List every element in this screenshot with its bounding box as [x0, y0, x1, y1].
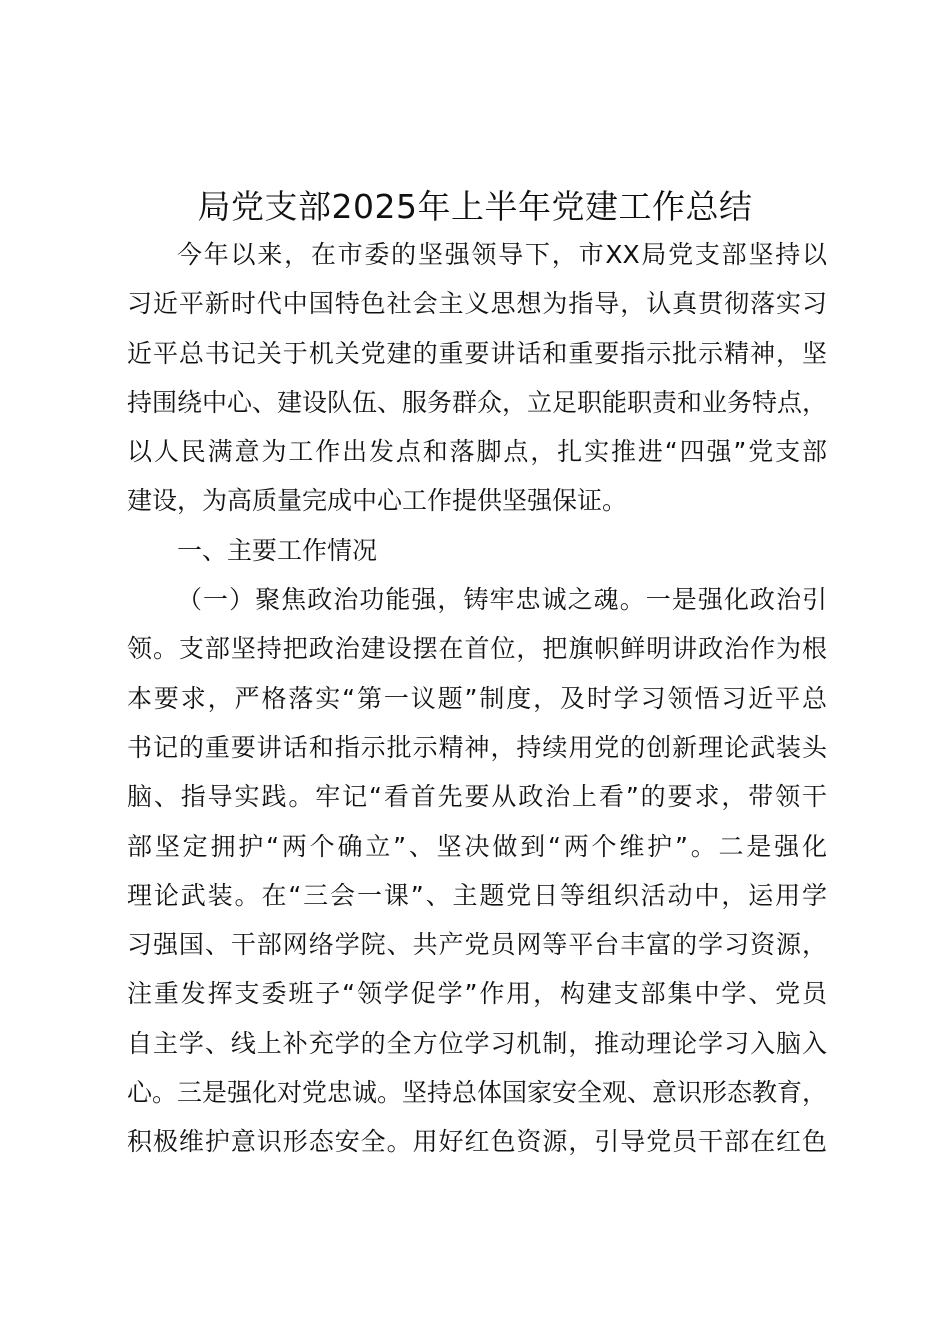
paragraph-line: 建设，为高质量完成中心工作提供坚强保证。	[127, 486, 628, 516]
paragraph-line: 理论武装。在“三会一课”、主题党日等组织活动中，运用学	[127, 880, 827, 910]
paragraph-line: 习强国、干部网络学院、共产党员网等平台丰富的学习资源，	[127, 930, 827, 960]
paragraph-line: 本要求，严格落实“第一议题”制度，及时学习领悟习近平总	[127, 683, 827, 713]
paragraph-line: 以人民满意为工作出发点和落脚点，扎实推进“四强”党支部	[127, 437, 827, 467]
paragraph-line: 领。支部坚持把政治建设摆在首位，把旗帜鲜明讲政治作为根	[127, 634, 827, 664]
paragraph-line: 持围绕中心、建设队伍、服务群众，立足职能职责和业务特点，	[127, 387, 828, 417]
section-heading: 一、主要工作情况	[177, 535, 378, 565]
document-body	[127, 230, 827, 1167]
paragraph-line: 近平总书记关于机关党建的重要讲话和重要指示批示精神，坚	[127, 338, 827, 368]
document-title: 局党支部2025年上半年党建工作总结	[197, 187, 753, 226]
paragraph-line: 脑、指导实践。牢记“看首先要从政治上看”的要求，带领干	[127, 782, 827, 812]
paragraph-line: 自主学、线上补充学的全方位学习机制，推动理论学习入脑入	[127, 1028, 827, 1058]
paragraph-line: 注重发挥支委班子“领学促学”作用，构建支部集中学、党员	[127, 979, 827, 1009]
paragraph-line: 部坚定拥护“两个确立”、坚决做到“两个维护”。二是强化	[127, 831, 827, 861]
paragraph-line: 心。三是强化对党忠诚。坚持总体国家安全观、意识形态教育，	[127, 1078, 828, 1108]
paragraph-line: 习近平新时代中国特色社会主义思想为指导，认真贯彻落实习	[127, 289, 827, 319]
paragraph-line: 今年以来，在市委的坚强领导下，市XX局党支部坚持以	[177, 240, 827, 269]
paragraph-line: （一）聚焦政治功能强，铸牢忠诚之魂。一是强化政治引	[177, 585, 827, 615]
paragraph-line: 书记的重要讲话和指示批示精神，持续用党的创新理论武装头	[127, 732, 827, 762]
paragraph-line: 积极维护意识形态安全。用好红色资源，引导党员干部在红色	[127, 1127, 827, 1157]
